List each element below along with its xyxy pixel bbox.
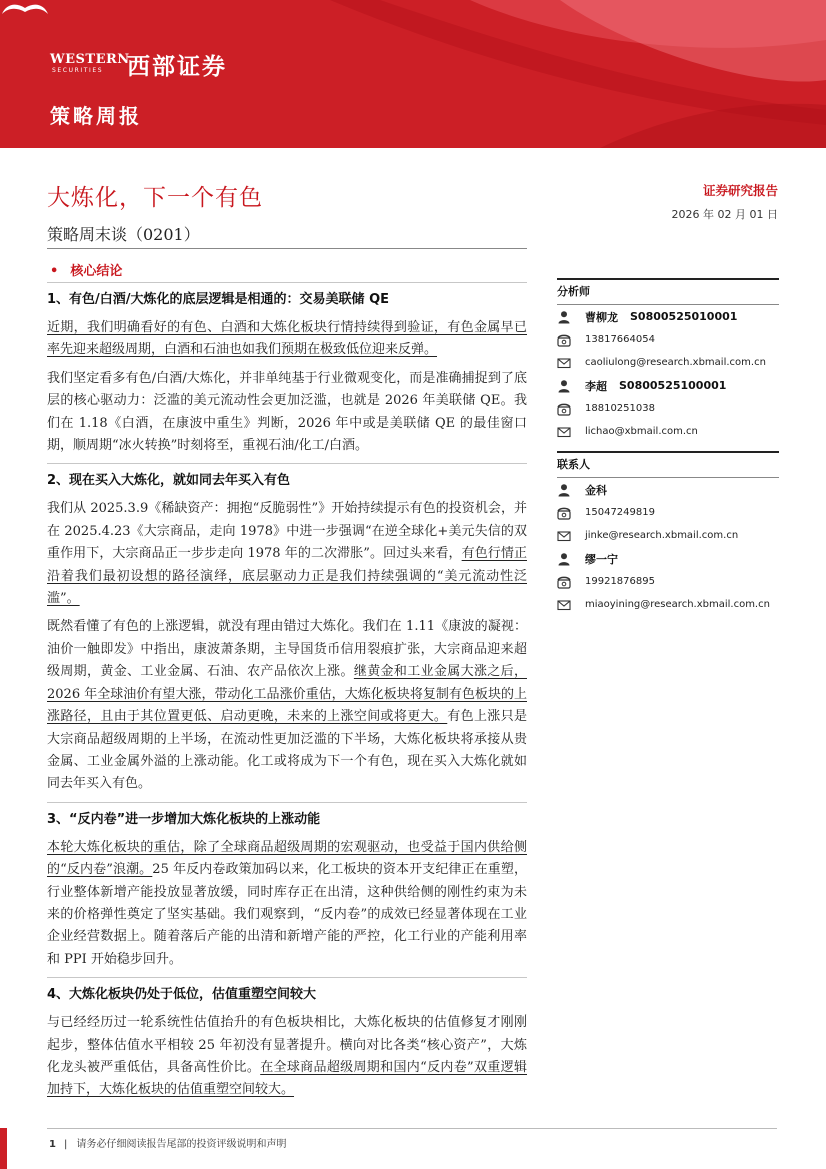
phone-icon xyxy=(557,506,571,520)
person-row xyxy=(557,547,779,570)
section-heading: 3、“反内卷”进一步增加大炼化板块的上涨动能 xyxy=(47,802,527,837)
report-type: 证券研究报告 xyxy=(702,183,778,198)
email-address[interactable]: jinke@research.xbmail.com.cn xyxy=(585,530,739,541)
person-row xyxy=(557,478,779,501)
contacts-heading: 联系人 xyxy=(557,451,779,478)
text-run: 我们坚定看多有色/白酒/大炼化，并非单纯基于行业微观变化，而是准确捕捉到了底层的核心驱动力：泛滥的美元流动性会更加泛滥，也就是 2026 年美联储 QE。我们在 1.18《白酒，在康波中重生》判断，2026 年中或是美联储 QE 的最佳窗口期，顺周期“冰火转换”时刻将至，重视石油/化工/白酒。 xyxy=(47,370,527,454)
phone-row xyxy=(557,570,779,593)
email-row xyxy=(557,420,779,443)
underlined-text: 本轮大炼化板块的重估，除了全球商品超级周期的宏观驱动，也受益于国内供给侧的“反内卷”浪潮。 xyxy=(47,839,527,878)
text-run: 既然看懂了有色的上涨逻辑，就没有理由错过大炼化。我们在 1.11《康波的凝视：油价一触即发》中指出，康波萧条期，主导国货币信用裂痕扩张，大宗商品迎来超级周期，黄金、工业金属、石油、农产品依次上涨。 xyxy=(47,619,527,680)
underlined-text: 近期，我们明确看好的有色、白酒和大炼化板块行情持续得到验证，有色金属早已率先迎来超级周期，白酒和石油也如我们预期在极致低位迎来反弹。 xyxy=(47,320,527,358)
core-conclusion-heading xyxy=(50,260,122,279)
phone-icon xyxy=(557,575,571,589)
footer xyxy=(49,1135,287,1150)
section-heading: 1、有色/白酒/大炼化的底层逻辑是相通的：交易美联储 QE xyxy=(47,282,527,317)
underlined-text: 继黄金和工业金属大涨之后，2026 年全球油价有望大涨，带动化工品涨价重估，大炼化板块将复制有色板块的上涨路径，且由于其位置更低、启动更晚，未来的上涨空间或将更大。 xyxy=(47,664,527,725)
footer-divider xyxy=(47,1128,777,1129)
analysts-heading: 分析师 xyxy=(557,278,779,305)
text-run: 与已经经历过一轮系统性估值抬升的有色板块相比，大炼化板块的估值修复才刚刚起步，整体估值水平相较 25 年初没有显著提升。横向对比各类“核心资产”，大炼化龙头被严重低估，具备高性价比。 xyxy=(47,1015,527,1075)
body-paragraph xyxy=(47,1012,527,1102)
phone-number: 18810251038 xyxy=(585,403,655,414)
text-run: 我们从 2025.3.9《稀缺资产：拥抱“反脆弱性”》开始持续提示有色的投资机会，并在 2025.4.23《大宗商品，走向 1978》中进一步强调“在逆全球化+美元失信的双重作用下，大宗商品正一步步走向 1978 年的二次滞胀”。回过头来看， xyxy=(47,501,527,562)
phone-row xyxy=(557,328,779,351)
person-row xyxy=(557,305,779,328)
person-name: 金科 xyxy=(585,483,607,497)
person-icon xyxy=(557,310,571,324)
cert-number: S0800525010001 xyxy=(630,310,738,323)
email-address[interactable]: caoliulong@research.xbmail.com.cn xyxy=(585,357,766,368)
body-paragraph xyxy=(47,616,527,795)
email-icon xyxy=(557,425,571,439)
email-icon xyxy=(557,598,571,612)
corner-accent xyxy=(0,1128,7,1169)
logo-latin-sub: SECURITIES xyxy=(52,67,104,74)
phone-row xyxy=(557,397,779,420)
email-row xyxy=(557,593,779,616)
email-icon xyxy=(557,356,571,370)
report-series: 策略周报 xyxy=(50,104,142,128)
phone-icon xyxy=(557,402,571,416)
sidebar xyxy=(557,278,779,616)
email-row xyxy=(557,351,779,374)
main-content xyxy=(47,282,527,1102)
logo-cn: 西部证券 xyxy=(127,54,227,80)
email-row xyxy=(557,524,779,547)
person-row xyxy=(557,374,779,397)
phone-number: 15047249819 xyxy=(585,507,655,518)
page-number: 1 xyxy=(49,1139,56,1150)
phone-row xyxy=(557,501,779,524)
person-icon xyxy=(557,552,571,566)
person-name: 曹柳龙 xyxy=(585,310,618,324)
page-title: 大炼化，下一个有色 xyxy=(47,185,263,211)
title-divider xyxy=(47,248,527,249)
footer-separator: | xyxy=(63,1139,68,1150)
logo-latin: WESTERN xyxy=(50,52,130,67)
phone-icon xyxy=(557,333,571,347)
person-icon xyxy=(557,379,571,393)
text-run: 有色上涨只是大宗商品超级周期的上半场，在流动性更加泛滥的下半场，大炼化板块将承接从贵金属、工业金属外溢的上涨动能。化工或将成为下一个有色，现在买入大炼化就如同去年买入有色。 xyxy=(47,709,527,792)
section-heading: 2、现在买入大炼化，就如同去年买入有色 xyxy=(47,463,527,498)
underlined-text: 有色行情正沿着我们最初设想的路径演绎，底层驱动力正是我们持续强调的“美元流动性泛滥”。 xyxy=(47,546,527,607)
person-icon xyxy=(557,483,571,497)
analyst-list xyxy=(557,305,779,443)
report-date: 2026 年 02 月 01 日 xyxy=(671,208,778,221)
underlined-text: 在全球商品超级周期和国内“反内卷”双重逻辑加持下，大炼化板块的估值重塑空间较大。 xyxy=(47,1059,527,1098)
body-paragraph xyxy=(47,498,527,610)
email-address[interactable]: miaoyining@research.xbmail.com.cn xyxy=(585,599,770,610)
body-paragraph xyxy=(47,837,527,971)
person-name: 缪一宁 xyxy=(585,552,618,566)
header-banner xyxy=(0,0,826,148)
logo-horns-icon xyxy=(0,0,50,16)
email-address[interactable]: lichao@xbmail.com.cn xyxy=(585,426,698,437)
email-icon xyxy=(557,529,571,543)
text-run: 25 年反内卷政策加码以来，化工板块的资本开支纪律正在重塑，行业整体新增产能投放显著放缓，同时库存正在出清，这种供给侧的刚性约束为未来的价格弹性奠定了坚实基础。我们观察到，“反内卷”的成效已经显著体现在工业企业经营数据上。随着落后产能的出清和新增产能的严控，化工行业的产能利用率和 PPI 开始稳步回升。 xyxy=(47,862,527,967)
body-paragraph xyxy=(47,368,527,458)
core-heading-text: 核心结论 xyxy=(70,264,123,279)
section-heading: 4、大炼化板块仍处于低位，估值重塑空间较大 xyxy=(47,977,527,1012)
body-paragraph xyxy=(47,317,527,362)
footer-disclaimer: 请务必仔细阅读报告尾部的投资评级说明和声明 xyxy=(76,1139,287,1150)
phone-number: 19921876895 xyxy=(585,576,655,587)
page-subtitle: 策略周末谈（0201） xyxy=(47,225,200,244)
bullet-icon: • xyxy=(50,264,59,279)
contact-list xyxy=(557,478,779,616)
person-name: 李超 xyxy=(585,379,607,393)
cert-number: S0800525100001 xyxy=(619,379,727,392)
phone-number: 13817664054 xyxy=(585,334,655,345)
